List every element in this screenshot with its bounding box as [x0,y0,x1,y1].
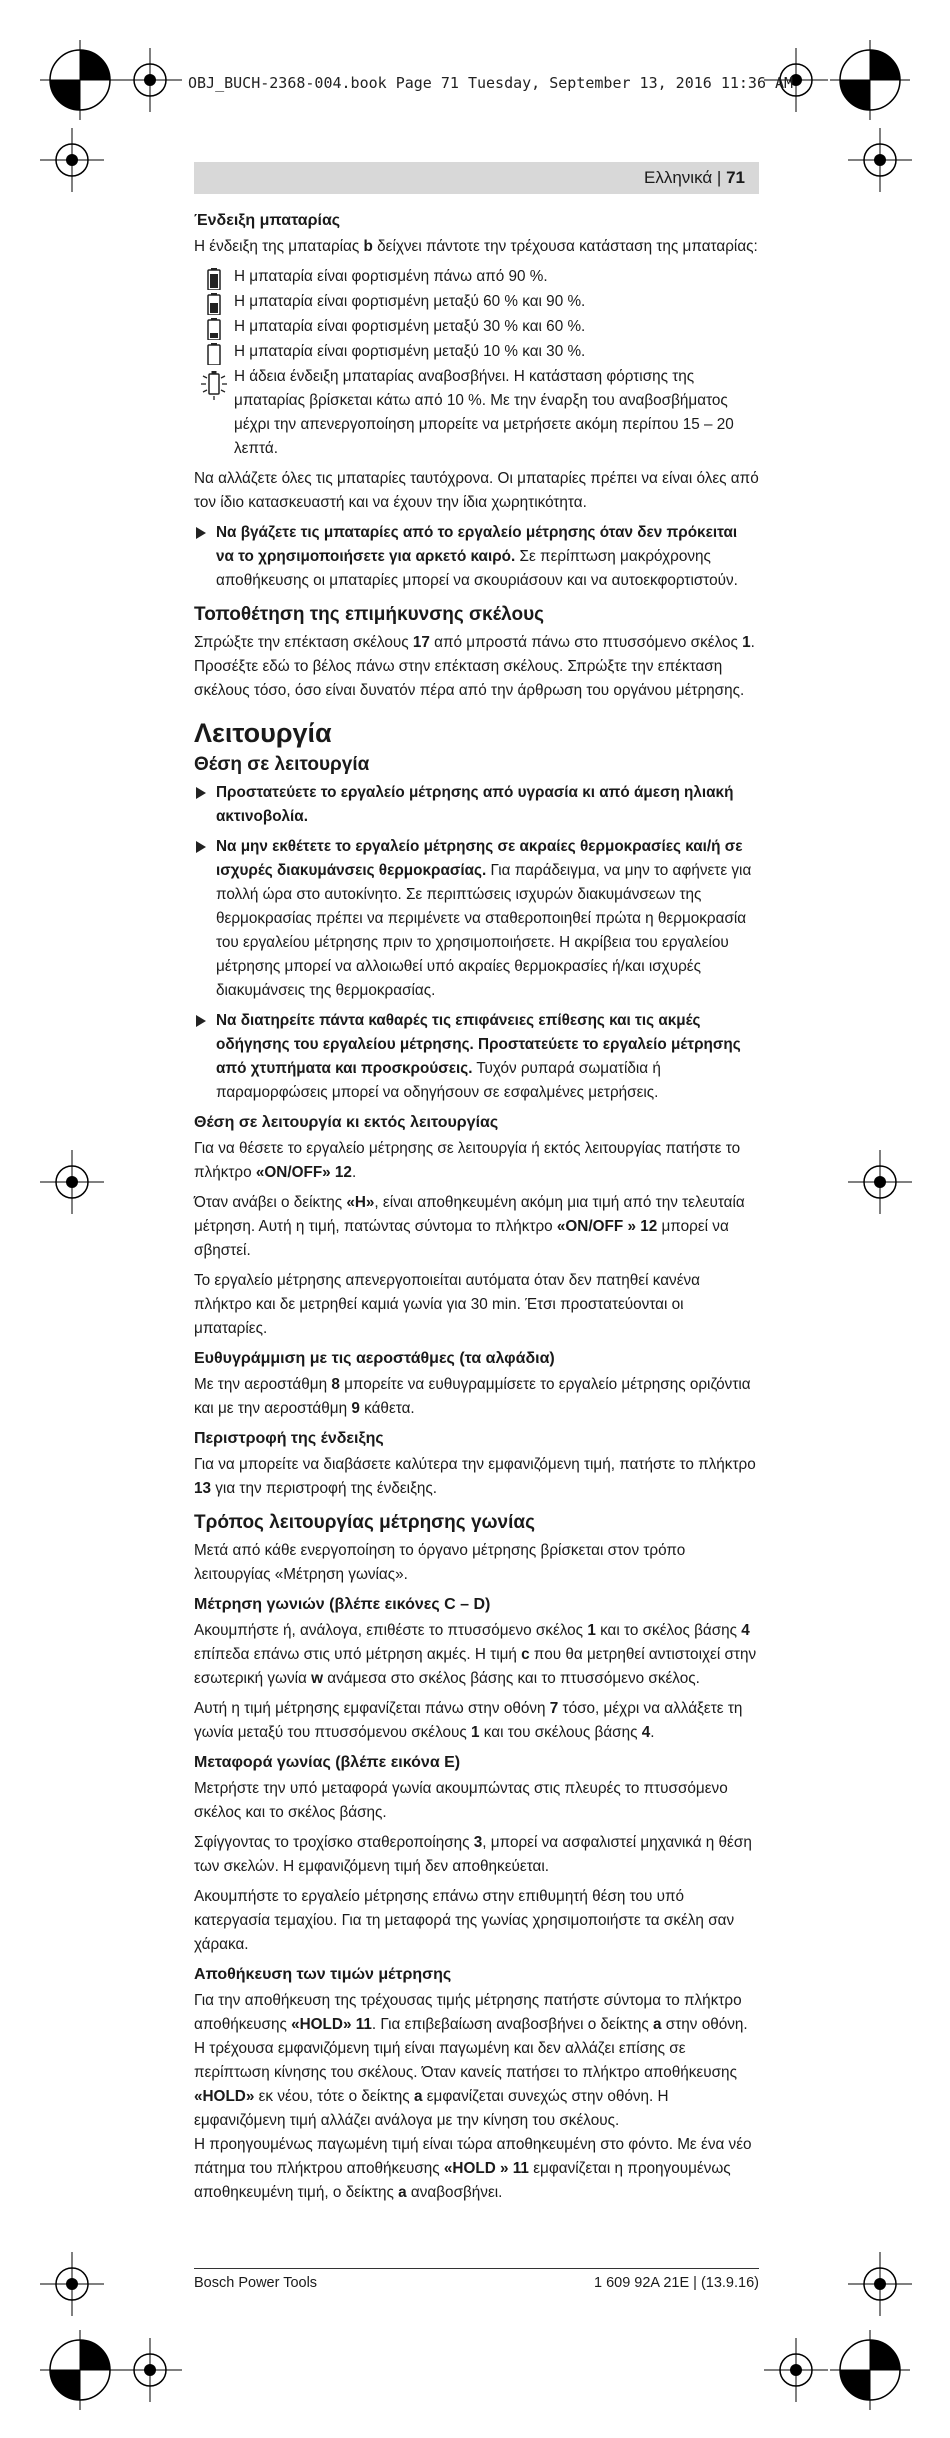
footer-doc-number: 1 609 92A 21E | (13.9.16) [593,2275,759,2291]
battery-intro [194,235,759,259]
battery-intro-ref: b [363,238,373,255]
header-language: Ελληνικά [644,168,713,187]
text-span: , μπορεί να ασφαλιστεί μηχανικά η θέση των σκελών. Η εμφανιζόμενη τιμή δεν αποθηκεύεται. [194,1834,752,1875]
text-span: τόσο, μέχρι να αλλάξετε τη γωνία μεταξύ του πτυσσόμενου σκέλους [194,1700,743,1741]
text-span: . [351,1164,357,1181]
text-span: μπορείτε να ευθυγραμμίσετε το εργαλείο μέτρησης οριζόντια και με την αεροστάθμη [194,1376,751,1417]
bullet-arrow-icon [196,527,206,539]
modes-title: Τρόπος λειτουργίας μέτρησης γωνίας [194,1512,535,1533]
crosshair-left-upper-icon [40,128,104,197]
battery-blink-text: Η άδεια ένδειξη μπαταρίας αναβοσβήνει. Η κατάσταση φόρτισης της μπαταρίας βρίσκεται κάτω από 10 %. Με την έναρξη του αναβοσβήματος μέχρι την απενεργοποίηση μπορείτε να μετρήσετε ακόμη περίπου 15 – 20 λεπτά. [234,368,734,457]
onoff-p3: Το εργαλείο μέτρησης απενεργοποιείται αυτόματα όταν δεν πατηθεί κανένα πλήκτρο και δε μετρηθεί καμιά γωνία για 30 min. Έτσι προστατεύονται οι μπαταρίες. [194,1272,701,1337]
key-ref: «HOLD» [194,2088,255,2105]
battery-one-third-icon [194,315,234,340]
key-ref: «HOLD» 11 [291,2016,372,2033]
text-span: Αυτή η τιμή μέτρησης εμφανίζεται πάνω στην οθόνη [194,1700,550,1717]
transfer-title: Μεταφορά γωνίας (βλέπε εικόνα E) [194,1754,461,1771]
extension-text [194,631,759,703]
text-span: που θα μετρηθεί αντιστοιχεί στην εσωτερική γωνία [194,1646,757,1687]
page-header-text: Ελληνικά | 71 [644,168,745,187]
text-span: . Προσέξτε εδώ το βέλος πάνω στην επέκταση σκέλους. Σπρώξτε την επέκταση σκέλους τόσο, όσο είναι δυνατόν πέρα από την άρθρωση του οργάνου μέτρησης. [194,634,755,699]
text-span: από μπροστά πάνω στο πτυσσόμενο σκέλος [429,634,743,651]
print-slug: OBJ_BUCH-2368-004.book Page 71 Tuesday, September 13, 2016 11:36 AM [188,74,794,92]
text-span: , είναι αποθηκευμένη ακόμη μια τιμή από την τελευταία μέτρηση. Αυτή η τιμή, πατώντας σύντομα το πλήκτρο [194,1194,745,1235]
store-title: Αποθήκευση των τιμών μέτρησης [194,1966,452,1983]
battery-level-row [194,265,759,290]
page-number: 71 [726,168,745,187]
level-text [194,1373,759,1421]
crosshair-left-middle-icon [40,1150,104,1219]
crop-mark-top-left [40,40,120,125]
ref-number: 8 [331,1376,340,1393]
crop-mark-bottom-left [40,2330,120,2415]
onoff-p1 [194,1137,759,1185]
crop-mark-top-right [830,40,910,125]
battery-full-icon [194,265,234,290]
ref-number: c [521,1646,530,1663]
key-ref: «ON/OFF » 12 [556,1218,658,1235]
ref-number: 4 [641,1724,651,1741]
crosshair-left-lower-icon [40,2252,104,2321]
text-span: Με την αεροστάθμη [194,1376,332,1393]
measure-p2 [194,1697,759,1745]
startup-title: Θέση σε λειτουργία [194,754,370,775]
key-ref: «ON/OFF» 12 [255,1164,352,1181]
text-span: εμφανίζεται συνεχώς στην οθόνη. Η εμφανιζόμενη τιμή αλλάζει ανάλογα με την κίνηση του σκέλους. [194,2088,669,2129]
transfer-p3: Ακουμπήστε το εργαλείο μέτρησης επάνω στην επιθυμητή θέση του υπό κατεργασία τεμαχίου. Για τη μεταφορά της γωνίας χρησιμοποιήστε τα σκέλη σαν χάρακα. [194,1888,735,1953]
text-span: και το σκέλος βάσης [595,1622,742,1639]
ref-number: 17 [412,634,430,651]
ref-number: 13 [194,1480,212,1497]
bullet-arrow-icon [196,1015,206,1027]
battery-level-list [194,265,759,365]
level-title: Ευθυγράμμιση με τις αεροστάθμες (τα αλφάδια) [194,1350,555,1367]
crosshair-right-upper-icon [848,128,912,197]
text-span: για την περιστροφή της ένδειξης. [211,1480,438,1497]
battery-empty-icon [194,340,234,365]
battery-level-row [194,315,759,340]
key-ref: «H» [346,1194,375,1211]
safety-bullet-2-text: Για παράδειγμα, να μην το αφήνετε για πολλή ώρα στο αυτοκίνητο. Σε περιπτώσεις ισχυρών διακυμάνσεων της θερμοκρασίας πρέπει να περιμένετε να σταθεροποιηθεί πρώτα η θερμοκρασία του εργαλείου μέτρησης πριν το χρησιμοποιήσετε. Η ακρίβεια του εργαλείου μέτρησης μπορεί να αλλοιωθεί υπό ακραίες θερμοκρασίες ή/και ισχυρές διακυμάνσεις της θερμοκρασίας. [216,862,752,999]
ref-number: 7 [549,1700,559,1717]
ref-number: a [413,2088,423,2105]
battery-level-row [194,290,759,315]
text-span: επίπεδα επάνω στις υπό μέτρηση ακμές. Η τιμή [194,1646,522,1663]
crosshair-top-left-icon [118,48,182,117]
crop-mark-bottom-right [830,2330,910,2415]
transfer-p1: Μετρήστε την υπό μεταφορά γωνία ακουμπώντας στις πλευρές το πτυσσόμενο σκέλος και το σκέλος βάσης. [194,1780,728,1821]
text-span: Για την αποθήκευση της τρέχουσας τιμής μέτρησης πατήστε σύντομα το πλήκτρο αποθήκευσης [194,1992,742,2033]
ref-number: a [653,2016,662,2033]
crosshair-right-lower-icon [848,2252,912,2321]
ref-number: 4 [741,1622,750,1639]
page-header [194,162,759,194]
battery-level-text: Η μπαταρία είναι φορτισμένη πάνω από 90 %. [234,268,548,285]
page-footer [194,2268,759,2291]
text-span: Ακουμπήστε ή, ανάλογα, επιθέστε το πτυσσόμενο σκέλος [194,1622,588,1639]
battery-blinking-icon [194,365,234,402]
battery-replace-text: Να αλλάζετε όλες τις μπαταρίες ταυτόχρονα. Οι μπαταρίες πρέπει να είναι όλες από τον ίδιο κατασκευαστή και να έχουν την ίδια χωρητικότητα. [194,470,759,511]
battery-level-row [194,340,759,365]
battery-level-text: Η μπαταρία είναι φορτισμένη μεταξύ 60 % και 90 %. [234,293,586,310]
battery-blink-row [194,365,759,461]
ref-number: 9 [351,1400,360,1417]
crosshair-right-middle-icon [848,1150,912,1219]
battery-level-text: Η μπαταρία είναι φορτισμένη μεταξύ 10 % και 30 %. [234,343,586,360]
ref-number: 1 [587,1622,596,1639]
battery-intro-text-end: δείχνει πάντοτε την τρέχουσα κατάσταση της μπαταρίας: [372,238,758,255]
battery-section-title: Ένδειξη μπαταρίας [194,212,341,229]
bullet-arrow-icon [196,787,206,799]
text-span: . Για επιβεβαίωση αναβοσβήνει ο δείκτης [371,2016,654,2033]
safety-bullet-1-bold: Προστατεύετε το εργαλείο μέτρησης από υγρασία κι από άμεση ηλιακή ακτινοβολία. [216,784,734,825]
page-content [194,205,759,2211]
ref-number: a [398,2184,407,2201]
modes-intro: Μετά από κάθε ενεργοποίηση το όργανο μέτρησης βρίσκεται στον τρόπο λειτουργίας «Μέτρηση γωνίας». [194,1542,686,1583]
text-span: αναβοσβήνει. [406,2184,503,2201]
bullet-arrow-icon [196,841,206,853]
rotate-text [194,1453,759,1501]
safety-bullet-3 [194,1009,759,1105]
onoff-p2 [194,1191,759,1263]
store-p2 [194,2133,759,2205]
text-span: κάθετα. [359,1400,415,1417]
text-span: εμφανίζεται η προηγουμένως αποθηκευμένη τιμή, ο δείκτης [194,2160,731,2201]
safety-bullet-2 [194,835,759,1003]
safety-bullet-3-bold: Να διατηρείτε πάντα καθαρές τις επιφάνειες επίθεσης και τις ακμές οδήγησης του εργαλείου μέτρησης. Προστατεύετε το εργαλείο μέτρησης από χτυπήματα και προσκρούσεις. [216,1012,741,1077]
text-span: και του σκέλους βάσης [479,1724,642,1741]
text-span: Σπρώξτε την επέκταση σκέλους [194,634,413,651]
safety-bullet-2-bold: Να μην εκθέτετε το εργαλείο μέτρησης σε ακραίες θερμοκρασίες και/ή σε ισχυρές διακυμάνσεις θερμοκρασίας. [216,838,743,879]
text-span: Όταν ανάβει ο δείκτης [194,1194,347,1211]
crosshair-bottom-right-icon [764,2338,828,2407]
battery-warning-text: Σε περίπτωση μακρόχρονης αποθήκευσης οι μπαταρίες μπορεί να σκουριάσουν και να αυτοεκφορτιστούν. [216,548,738,589]
key-ref: «HOLD » 11 [443,2160,529,2177]
safety-bullet-1 [194,781,759,829]
extension-section-title: Τοποθέτηση της επιμήκυνσης σκέλους [194,604,545,625]
text-span: μπορεί να σβηστεί. [194,1218,729,1259]
store-p1 [194,1989,759,2133]
text-span: εκ νέου, τότε ο δείκτης [254,2088,414,2105]
battery-warning [194,521,759,593]
text-span: Για να μπορείτε να διαβάσετε καλύτερα την εμφανιζόμενη τιμή, πατήστε το πλήκτρο [194,1456,756,1473]
text-span: ανάμεσα στο σκέλος βάσης και το πτυσσόμενο σκέλος. [323,1670,700,1687]
text-span: Η προηγουμένως παγωμένη τιμή είναι τώρα αποθηκευμένη στο φόντο. Με ένα νέο πάτημα του πλήκτρου αποθήκευσης [194,2136,752,2177]
safety-bullet-3-text: Τυχόν ρυπαρά σωματίδια ή παραμορφώσεις μπορεί να οδηγήσουν σε εσφαλμένες μετρήσεις. [216,1060,661,1101]
ref-number: 1 [471,1724,480,1741]
battery-warning-bold: Να βγάζετε τις μπαταρίες από το εργαλείο μέτρησης όταν δεν πρόκειται να το χρησιμοποιήσετε για αρκετό καιρό. [216,524,738,565]
ref-number: w [311,1670,323,1687]
text-span: . [650,1724,655,1741]
battery-intro-text: Η ένδειξη της μπαταρίας [194,238,364,255]
crosshair-bottom-left-icon [118,2338,182,2407]
measure-p1 [194,1619,759,1691]
transfer-p2 [194,1831,759,1879]
ref-number: 3 [473,1834,483,1851]
onoff-title: Θέση σε λειτουργία κι εκτός λειτουργίας [194,1114,499,1131]
rotate-title: Περιστροφή της ένδειξης [194,1430,384,1447]
ref-number: 1 [742,634,751,651]
text-span: Σφίγγοντας το τροχίσκο σταθεροποίησης [194,1834,474,1851]
measure-title: Μέτρηση γωνιών (βλέπε εικόνες C – D) [194,1596,491,1613]
operation-title: Λειτουργία [194,718,332,748]
battery-level-text: Η μπαταρία είναι φορτισμένη μεταξύ 30 % και 60 %. [234,318,586,335]
text-span: στην οθόνη. Η τρέχουσα εμφανιζόμενη τιμή είναι παγωμένη και δεν αλλάζει επίσης σε περίπτωση κίνησης του σκέλους. Όταν κανείς πατήσει το πλήκτρο αποθήκευσης [194,2016,748,2081]
footer-brand: Bosch Power Tools [194,2275,318,2291]
text-span: Για να θέσετε το εργαλείο μέτρησης σε λειτουργία ή εκτός λειτουργίας πατήστε το πλήκτρο [194,1140,741,1181]
battery-two-thirds-icon [194,290,234,315]
